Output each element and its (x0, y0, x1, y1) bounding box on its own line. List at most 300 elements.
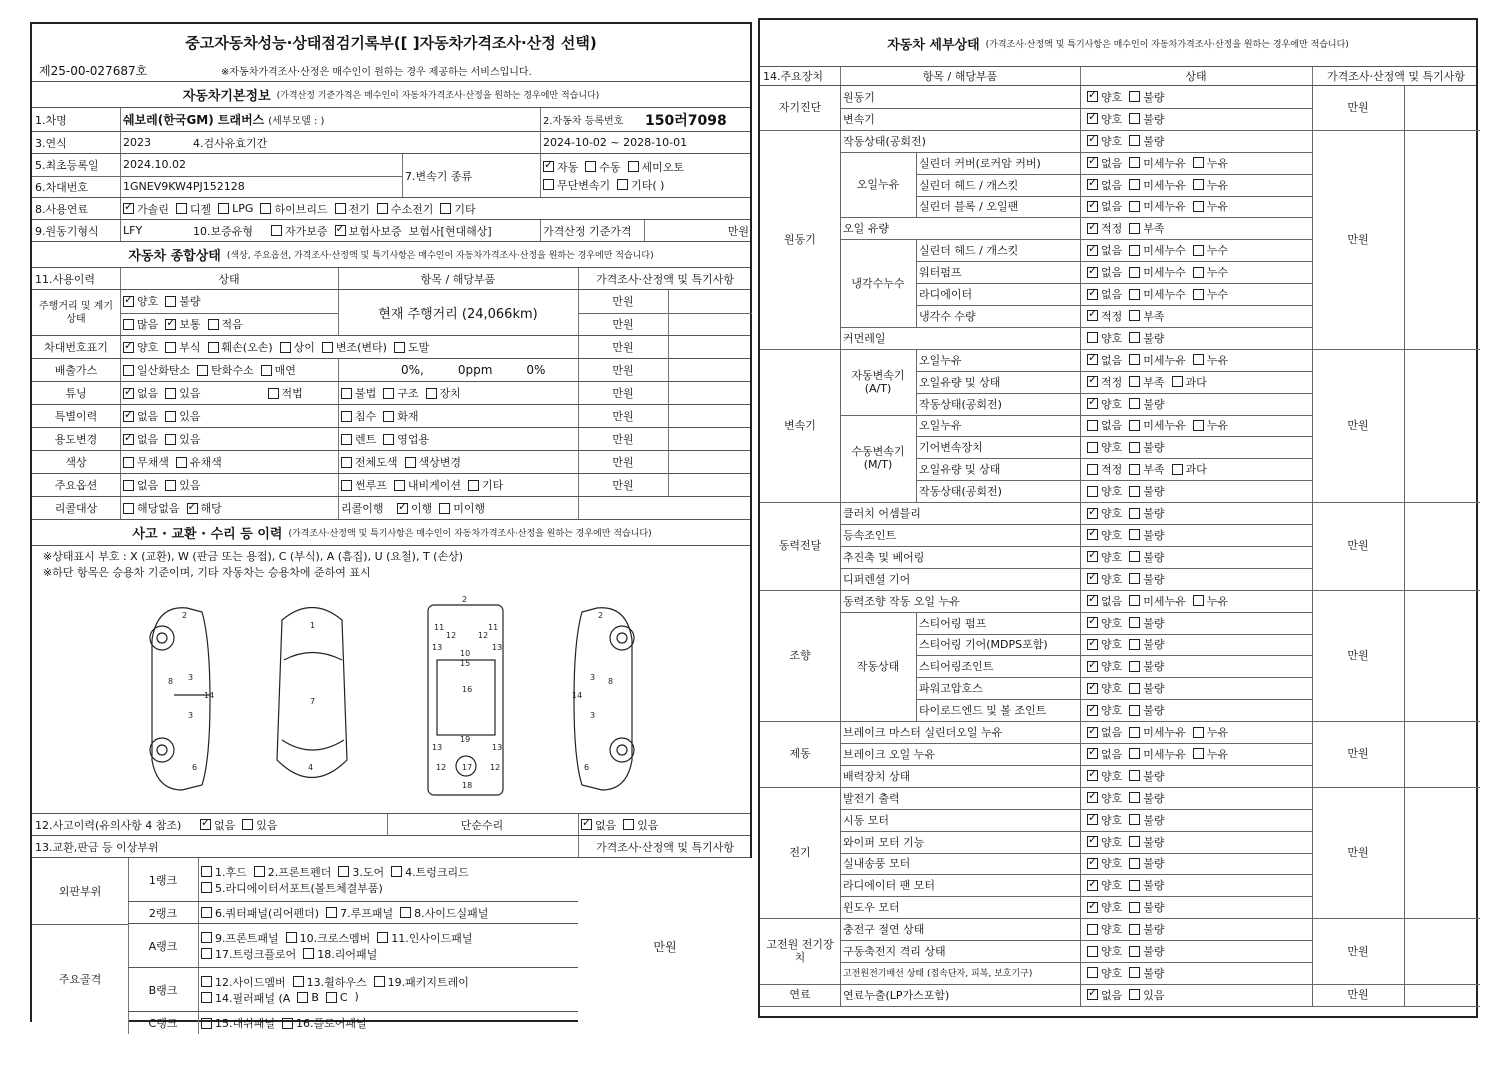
checkbox-option[interactable]: ✓ 양호 (1087, 702, 1122, 718)
checkbox-icon[interactable] (1087, 639, 1098, 650)
checkbox-option[interactable]: 세미오토 (628, 159, 685, 175)
checkbox-icon[interactable] (1193, 157, 1204, 168)
checkbox-option[interactable]: 누유 (1193, 593, 1228, 609)
checkbox-option[interactable]: 불량 (1129, 812, 1164, 828)
checkbox-option[interactable]: 불량 (1129, 702, 1164, 718)
checkbox-icon[interactable] (397, 503, 408, 514)
checkbox-icon[interactable] (1087, 113, 1098, 124)
checkbox-icon[interactable] (1087, 91, 1098, 102)
checkbox-icon[interactable] (1129, 639, 1140, 650)
checkbox-option[interactable]: 기타 (468, 477, 503, 493)
checkbox-icon[interactable] (1129, 464, 1140, 475)
checkbox-option[interactable]: ✓ 양호 (1087, 111, 1122, 127)
checkbox-option[interactable]: ✓ 보험사보증 (335, 223, 402, 239)
checkbox-icon[interactable] (197, 365, 208, 376)
checkbox-icon[interactable] (1087, 245, 1098, 256)
checkbox-icon[interactable] (165, 388, 176, 399)
checkbox-icon[interactable] (1087, 989, 1098, 1000)
checkbox-icon[interactable] (1087, 135, 1098, 146)
checkbox-icon[interactable] (1087, 902, 1098, 913)
checkbox-option[interactable]: ✓ 적정 (1087, 220, 1122, 236)
checkbox-icon[interactable] (1087, 310, 1098, 321)
checkbox-option[interactable]: ✓ 없음 (123, 408, 158, 424)
checkbox-icon[interactable] (1087, 573, 1098, 584)
checkbox-icon[interactable] (242, 819, 253, 830)
checkbox-option[interactable]: 없음 (123, 477, 158, 493)
checkbox-option[interactable]: ✓ 양호 (1087, 834, 1122, 850)
checkbox-option[interactable]: ✓ 없음 (1087, 286, 1122, 302)
checkbox-option[interactable]: 불량 (1129, 965, 1164, 981)
checkbox-option[interactable]: 해당없음 (123, 500, 180, 516)
checkbox-option[interactable]: 있음 (165, 477, 200, 493)
checkbox-icon[interactable] (1087, 595, 1098, 606)
checkbox-icon[interactable] (1087, 661, 1098, 672)
checkbox-icon[interactable] (1193, 201, 1204, 212)
checkbox-option[interactable]: 있음 (623, 817, 658, 833)
checkbox-option[interactable]: ✓ 없음 (1087, 198, 1122, 214)
checkbox-option[interactable]: 있음 (165, 385, 200, 401)
checkbox-icon[interactable] (1087, 442, 1098, 453)
checkbox-icon[interactable] (1193, 420, 1204, 431)
checkbox-icon[interactable] (623, 819, 634, 830)
checkbox-option[interactable]: ✓ 보통 (165, 316, 200, 332)
checkbox-icon[interactable] (1087, 617, 1098, 628)
checkbox-option[interactable]: 불량 (1129, 899, 1164, 915)
checkbox-option[interactable]: 색상변경 (405, 454, 462, 470)
checkbox-option[interactable]: ✓ 양호 (1087, 505, 1122, 521)
checkbox-icon[interactable] (297, 992, 308, 1003)
checkbox-icon[interactable] (201, 1018, 212, 1029)
checkbox-option[interactable]: 미이행 (439, 500, 485, 516)
checkbox-icon[interactable] (1087, 924, 1098, 935)
checkbox-option[interactable]: 불량 (1129, 658, 1164, 674)
checkbox-option[interactable]: ✓ 없음 (1087, 155, 1122, 171)
checkbox-option[interactable]: 침수 (341, 408, 376, 424)
checkbox-icon[interactable] (176, 203, 187, 214)
checkbox-icon[interactable] (201, 992, 212, 1003)
checkbox-icon[interactable] (405, 457, 416, 468)
checkbox-option[interactable]: ✓ 없음 (200, 817, 235, 833)
checkbox-option[interactable]: 미세누유 (1129, 155, 1186, 171)
checkbox-option[interactable]: 누수 (1193, 242, 1228, 258)
checkbox-icon[interactable] (1129, 332, 1140, 343)
checkbox-option[interactable]: 무채색 (123, 454, 169, 470)
checkbox-option[interactable]: 불량 (1129, 768, 1164, 784)
checkbox-icon[interactable] (123, 434, 134, 445)
checkbox-option[interactable]: 탄화수소 (197, 362, 254, 378)
checkbox-icon[interactable] (1129, 223, 1140, 234)
checkbox-icon[interactable] (1087, 836, 1098, 847)
checkbox-option[interactable]: 불량 (1129, 505, 1164, 521)
checkbox-icon[interactable] (1129, 420, 1140, 431)
checkbox-option[interactable]: 과다 (1172, 461, 1207, 477)
checkbox-icon[interactable] (400, 907, 411, 918)
checkbox-option[interactable]: 매연 (261, 362, 296, 378)
checkbox-icon[interactable] (1087, 748, 1098, 759)
checkbox-icon[interactable] (1087, 486, 1098, 497)
checkbox-option[interactable]: 미세누유 (1129, 746, 1186, 762)
checkbox-icon[interactable] (1172, 464, 1183, 475)
checkbox-icon[interactable] (165, 434, 176, 445)
checkbox-icon[interactable] (201, 932, 212, 943)
checkbox-option[interactable]: 불량 (1129, 921, 1164, 937)
checkbox-icon[interactable] (1193, 748, 1204, 759)
checkbox-icon[interactable] (208, 319, 219, 330)
checkbox-option[interactable]: 불량 (1129, 877, 1164, 893)
checkbox-option[interactable]: 15.대쉬패널 (201, 1015, 275, 1031)
checkbox-icon[interactable] (1129, 683, 1140, 694)
checkbox-icon[interactable] (1087, 946, 1098, 957)
checkbox-icon[interactable] (383, 411, 394, 422)
checkbox-icon[interactable] (1087, 267, 1098, 278)
checkbox-option[interactable]: 불량 (1129, 483, 1164, 499)
checkbox-option[interactable]: 양호 (1087, 965, 1122, 981)
checkbox-option[interactable]: 디젤 (176, 201, 211, 217)
checkbox-option[interactable]: 17.트렁크플로어 (201, 946, 296, 962)
checkbox-option[interactable]: 상이 (280, 339, 315, 355)
checkbox-icon[interactable] (1129, 748, 1140, 759)
checkbox-icon[interactable] (165, 342, 176, 353)
checkbox-icon[interactable] (1193, 245, 1204, 256)
checkbox-option[interactable]: 18.리어패널 (303, 946, 377, 962)
checkbox-icon[interactable] (1193, 179, 1204, 190)
checkbox-icon[interactable] (1129, 289, 1140, 300)
checkbox-option[interactable]: 누수 (1193, 264, 1228, 280)
checkbox-icon[interactable] (1129, 989, 1140, 1000)
checkbox-icon[interactable] (439, 503, 450, 514)
checkbox-icon[interactable] (286, 932, 297, 943)
checkbox-icon[interactable] (1087, 223, 1098, 234)
checkbox-option[interactable]: ✓ 없음 (1087, 724, 1122, 740)
checkbox-icon[interactable] (282, 1018, 293, 1029)
checkbox-icon[interactable] (374, 976, 385, 987)
checkbox-icon[interactable] (543, 161, 554, 172)
checkbox-option[interactable]: ✓ 양호 (1087, 768, 1122, 784)
checkbox-option[interactable]: 내비게이션 (394, 477, 461, 493)
checkbox-icon[interactable] (394, 342, 405, 353)
checkbox-option[interactable]: 누수 (1193, 286, 1228, 302)
checkbox-icon[interactable] (165, 411, 176, 422)
checkbox-icon[interactable] (326, 907, 337, 918)
checkbox-option[interactable]: 과다 (1172, 374, 1207, 390)
checkbox-icon[interactable] (1129, 595, 1140, 606)
checkbox-icon[interactable] (1087, 464, 1098, 475)
checkbox-icon[interactable] (1193, 727, 1204, 738)
checkbox-icon[interactable] (261, 365, 272, 376)
checkbox-icon[interactable] (200, 819, 211, 830)
checkbox-icon[interactable] (1087, 157, 1098, 168)
checkbox-icon[interactable] (1129, 617, 1140, 628)
checkbox-option[interactable]: ✓ 양호 (1087, 527, 1122, 543)
checkbox-option[interactable]: ✓ 이행 (397, 500, 432, 516)
checkbox-option[interactable]: 하이브리드 (260, 201, 327, 217)
checkbox-icon[interactable] (280, 342, 291, 353)
checkbox-icon[interactable] (1087, 354, 1098, 365)
checkbox-option[interactable]: 누유 (1193, 155, 1228, 171)
checkbox-icon[interactable] (391, 866, 402, 877)
checkbox-option[interactable]: 불량 (1129, 790, 1164, 806)
checkbox-option[interactable]: ✓ 양호 (1087, 636, 1122, 652)
checkbox-option[interactable]: 미세누유 (1129, 177, 1186, 193)
checkbox-icon[interactable] (1129, 267, 1140, 278)
checkbox-icon[interactable] (1087, 398, 1098, 409)
checkbox-icon[interactable] (468, 480, 479, 491)
checkbox-option[interactable]: 1.후드 (201, 864, 247, 880)
checkbox-option[interactable]: 수소전기 (377, 201, 434, 217)
checkbox-option[interactable]: 불법 (341, 385, 376, 401)
checkbox-option[interactable]: ✓ 없음 (1087, 593, 1122, 609)
checkbox-icon[interactable] (1129, 376, 1140, 387)
checkbox-option[interactable]: 부족 (1129, 461, 1164, 477)
checkbox-icon[interactable] (1129, 442, 1140, 453)
checkbox-option[interactable]: 불량 (1129, 855, 1164, 871)
checkbox-icon[interactable] (1129, 91, 1140, 102)
checkbox-option[interactable]: ✓ 적정 (1087, 374, 1122, 390)
checkbox-icon[interactable] (1129, 486, 1140, 497)
checkbox-option[interactable]: 4.트렁크리드 (391, 864, 469, 880)
checkbox-icon[interactable] (326, 992, 337, 1003)
checkbox-option[interactable]: 16.플로어패널 (282, 1015, 367, 1031)
checkbox-option[interactable]: 전체도색 (341, 454, 398, 470)
checkbox-option[interactable]: 있음 (165, 431, 200, 447)
checkbox-icon[interactable] (218, 203, 229, 214)
checkbox-option[interactable]: 있음 (242, 817, 277, 833)
checkbox-icon[interactable] (1129, 946, 1140, 957)
checkbox-icon[interactable] (1129, 245, 1140, 256)
checkbox-option[interactable]: 적음 (208, 316, 243, 332)
checkbox-icon[interactable] (201, 907, 212, 918)
checkbox-icon[interactable] (335, 203, 346, 214)
checkbox-option[interactable]: 양호 (1087, 943, 1122, 959)
checkbox-icon[interactable] (1129, 770, 1140, 781)
checkbox-option[interactable]: 미세누유 (1129, 724, 1186, 740)
checkbox-option[interactable]: 3.도어 (338, 864, 384, 880)
checkbox-option[interactable]: 6.쿼터패널(리어펜더) (201, 905, 319, 921)
checkbox-option[interactable]: 썬루프 (341, 477, 387, 493)
checkbox-option[interactable]: 부식 (165, 339, 200, 355)
checkbox-option[interactable]: ✓ 양호 (1087, 790, 1122, 806)
checkbox-option[interactable]: 일산화탄소 (123, 362, 190, 378)
checkbox-icon[interactable] (1129, 792, 1140, 803)
checkbox-icon[interactable] (1087, 705, 1098, 716)
checkbox-icon[interactable] (165, 480, 176, 491)
checkbox-option[interactable]: ✓ 양호 (1087, 549, 1122, 565)
checkbox-option[interactable]: 전기 (335, 201, 370, 217)
checkbox-option[interactable]: 불량 (165, 293, 200, 309)
checkbox-option[interactable]: 5.라디에이터서포트(볼트체결부품) (201, 880, 383, 896)
checkbox-option[interactable]: ✓ 자동 (543, 159, 578, 175)
checkbox-icon[interactable] (341, 480, 352, 491)
checkbox-icon[interactable] (341, 457, 352, 468)
checkbox-option[interactable]: ✓ 양호 (1087, 89, 1122, 105)
checkbox-option[interactable]: 수동 (585, 159, 620, 175)
checkbox-icon[interactable] (1087, 508, 1098, 519)
checkbox-icon[interactable] (201, 866, 212, 877)
checkbox-icon[interactable] (208, 342, 219, 353)
checkbox-icon[interactable] (201, 882, 212, 893)
checkbox-icon[interactable] (1129, 354, 1140, 365)
checkbox-option[interactable]: 11.인사이드패널 (377, 930, 472, 946)
checkbox-option[interactable]: 10.크로스멤버 (286, 930, 371, 946)
checkbox-option[interactable]: 미세누수 (1129, 286, 1186, 302)
checkbox-option[interactable]: 없음 (1087, 417, 1122, 433)
checkbox-option[interactable]: LPG (218, 202, 253, 215)
checkbox-option[interactable]: ✓ 없음 (123, 385, 158, 401)
checkbox-option[interactable]: 누유 (1193, 746, 1228, 762)
checkbox-option[interactable]: 미세누수 (1129, 264, 1186, 280)
checkbox-icon[interactable] (1087, 289, 1098, 300)
checkbox-icon[interactable] (1129, 201, 1140, 212)
checkbox-icon[interactable] (322, 342, 333, 353)
checkbox-option[interactable]: ✓ 양호 (1087, 133, 1122, 149)
checkbox-option[interactable]: 장치 (426, 385, 461, 401)
checkbox-option[interactable]: 불량 (1129, 636, 1164, 652)
checkbox-icon[interactable] (123, 503, 134, 514)
checkbox-icon[interactable] (1087, 376, 1098, 387)
checkbox-icon[interactable] (260, 203, 271, 214)
checkbox-icon[interactable] (426, 388, 437, 399)
checkbox-option[interactable]: 영업용 (383, 431, 429, 447)
checkbox-icon[interactable] (1129, 967, 1140, 978)
checkbox-option[interactable]: 불량 (1129, 89, 1164, 105)
checkbox-option[interactable]: 적법 (268, 385, 303, 401)
checkbox-icon[interactable] (1087, 858, 1098, 869)
checkbox-option[interactable]: 훼손(오손) (208, 339, 273, 355)
checkbox-icon[interactable] (165, 319, 176, 330)
checkbox-option[interactable]: 2.프론트펜더 (254, 864, 332, 880)
checkbox-icon[interactable] (123, 457, 134, 468)
checkbox-icon[interactable] (1087, 179, 1098, 190)
checkbox-icon[interactable] (1193, 595, 1204, 606)
checkbox-option[interactable]: 누유 (1193, 352, 1228, 368)
checkbox-icon[interactable] (254, 866, 265, 877)
checkbox-option[interactable]: 부족 (1129, 374, 1164, 390)
checkbox-option[interactable]: ✓ 없음 (123, 431, 158, 447)
checkbox-option[interactable]: 누유 (1193, 724, 1228, 740)
checkbox-icon[interactable] (1129, 179, 1140, 190)
checkbox-icon[interactable] (1087, 201, 1098, 212)
checkbox-icon[interactable] (123, 411, 134, 422)
checkbox-icon[interactable] (1087, 967, 1098, 978)
checkbox-icon[interactable] (165, 296, 176, 307)
checkbox-option[interactable]: 미세누유 (1129, 352, 1186, 368)
checkbox-icon[interactable] (1129, 727, 1140, 738)
checkbox-icon[interactable] (1129, 157, 1140, 168)
checkbox-option[interactable]: 양호 (1087, 921, 1122, 937)
checkbox-option[interactable]: 13.휠하우스 (293, 974, 367, 990)
checkbox-icon[interactable] (1129, 705, 1140, 716)
checkbox-icon[interactable] (1129, 836, 1140, 847)
checkbox-icon[interactable] (1129, 858, 1140, 869)
checkbox-option[interactable]: ✓ 양호 (1087, 877, 1122, 893)
checkbox-icon[interactable] (377, 203, 388, 214)
checkbox-option[interactable]: ✓ 가솔린 (123, 201, 169, 217)
checkbox-option[interactable]: ✓ 해당 (187, 500, 222, 516)
checkbox-icon[interactable] (1129, 113, 1140, 124)
checkbox-option[interactable]: 불량 (1129, 111, 1164, 127)
checkbox-icon[interactable] (123, 388, 134, 399)
checkbox-icon[interactable] (440, 203, 451, 214)
checkbox-option[interactable]: 누유 (1193, 198, 1228, 214)
checkbox-option[interactable]: ✓ 양호 (123, 293, 158, 309)
checkbox-option[interactable]: 있음 (165, 408, 200, 424)
checkbox-option[interactable]: 불량 (1129, 615, 1164, 631)
checkbox-icon[interactable] (383, 388, 394, 399)
checkbox-icon[interactable] (268, 388, 279, 399)
checkbox-option[interactable]: 렌트 (341, 431, 376, 447)
checkbox-icon[interactable] (1087, 727, 1098, 738)
checkbox-option[interactable]: 많음 (123, 316, 158, 332)
checkbox-option[interactable]: 미세누수 (1129, 242, 1186, 258)
checkbox-icon[interactable] (123, 365, 134, 376)
checkbox-option[interactable]: 19.패키지트레이 (374, 974, 469, 990)
checkbox-option[interactable]: 화재 (383, 408, 418, 424)
checkbox-icon[interactable] (123, 319, 134, 330)
checkbox-icon[interactable] (1129, 529, 1140, 540)
checkbox-icon[interactable] (123, 480, 134, 491)
checkbox-icon[interactable] (1129, 310, 1140, 321)
checkbox-option[interactable]: 불량 (1129, 680, 1164, 696)
checkbox-icon[interactable] (341, 411, 352, 422)
checkbox-option[interactable]: 불량 (1129, 571, 1164, 587)
checkbox-icon[interactable] (1087, 792, 1098, 803)
checkbox-icon[interactable] (581, 819, 592, 830)
checkbox-option[interactable]: ✓ 양호 (1087, 571, 1122, 587)
checkbox-option[interactable]: ✓ 없음 (1087, 352, 1122, 368)
checkbox-option[interactable]: 양호 (1087, 439, 1122, 455)
checkbox-icon[interactable] (1129, 398, 1140, 409)
checkbox-option[interactable]: ✓ 양호 (1087, 812, 1122, 828)
checkbox-icon[interactable] (1129, 508, 1140, 519)
checkbox-icon[interactable] (123, 342, 134, 353)
checkbox-option[interactable]: 변조(변타) (322, 339, 387, 355)
checkbox-option[interactable]: 양호 (1087, 483, 1122, 499)
checkbox-icon[interactable] (271, 225, 282, 236)
checkbox-icon[interactable] (1129, 661, 1140, 672)
checkbox-icon[interactable] (303, 948, 314, 959)
checkbox-option[interactable]: 불량 (1129, 439, 1164, 455)
checkbox-icon[interactable] (1087, 420, 1098, 431)
checkbox-icon[interactable] (1129, 573, 1140, 584)
checkbox-icon[interactable] (176, 457, 187, 468)
checkbox-option[interactable]: 불량 (1129, 834, 1164, 850)
checkbox-icon[interactable] (1087, 880, 1098, 891)
checkbox-icon[interactable] (377, 932, 388, 943)
checkbox-icon[interactable] (617, 179, 628, 190)
checkbox-option[interactable]: ✓ 양호 (1087, 680, 1122, 696)
checkbox-icon[interactable] (1129, 135, 1140, 146)
checkbox-icon[interactable] (338, 866, 349, 877)
checkbox-option[interactable]: 양호 (1087, 330, 1122, 346)
checkbox-icon[interactable] (341, 388, 352, 399)
checkbox-option[interactable]: 미세누유 (1129, 593, 1186, 609)
checkbox-icon[interactable] (1087, 770, 1098, 781)
checkbox-option[interactable]: 미세누유 (1129, 198, 1186, 214)
checkbox-icon[interactable] (1193, 267, 1204, 278)
checkbox-option[interactable]: 자가보증 (271, 223, 328, 239)
checkbox-option[interactable]: 부족 (1129, 308, 1164, 324)
checkbox-icon[interactable] (1087, 529, 1098, 540)
checkbox-option[interactable]: ✓ 적정 (1087, 308, 1122, 324)
checkbox-option[interactable]: ✓ 양호 (1087, 615, 1122, 631)
checkbox-option[interactable]: 부족 (1129, 220, 1164, 236)
checkbox-icon[interactable] (1129, 551, 1140, 562)
checkbox-option[interactable]: 있음 (1129, 987, 1164, 1003)
checkbox-icon[interactable] (1129, 924, 1140, 935)
checkbox-icon[interactable] (383, 434, 394, 445)
checkbox-option[interactable]: ✓ 양호 (123, 339, 158, 355)
checkbox-icon[interactable] (1087, 332, 1098, 343)
